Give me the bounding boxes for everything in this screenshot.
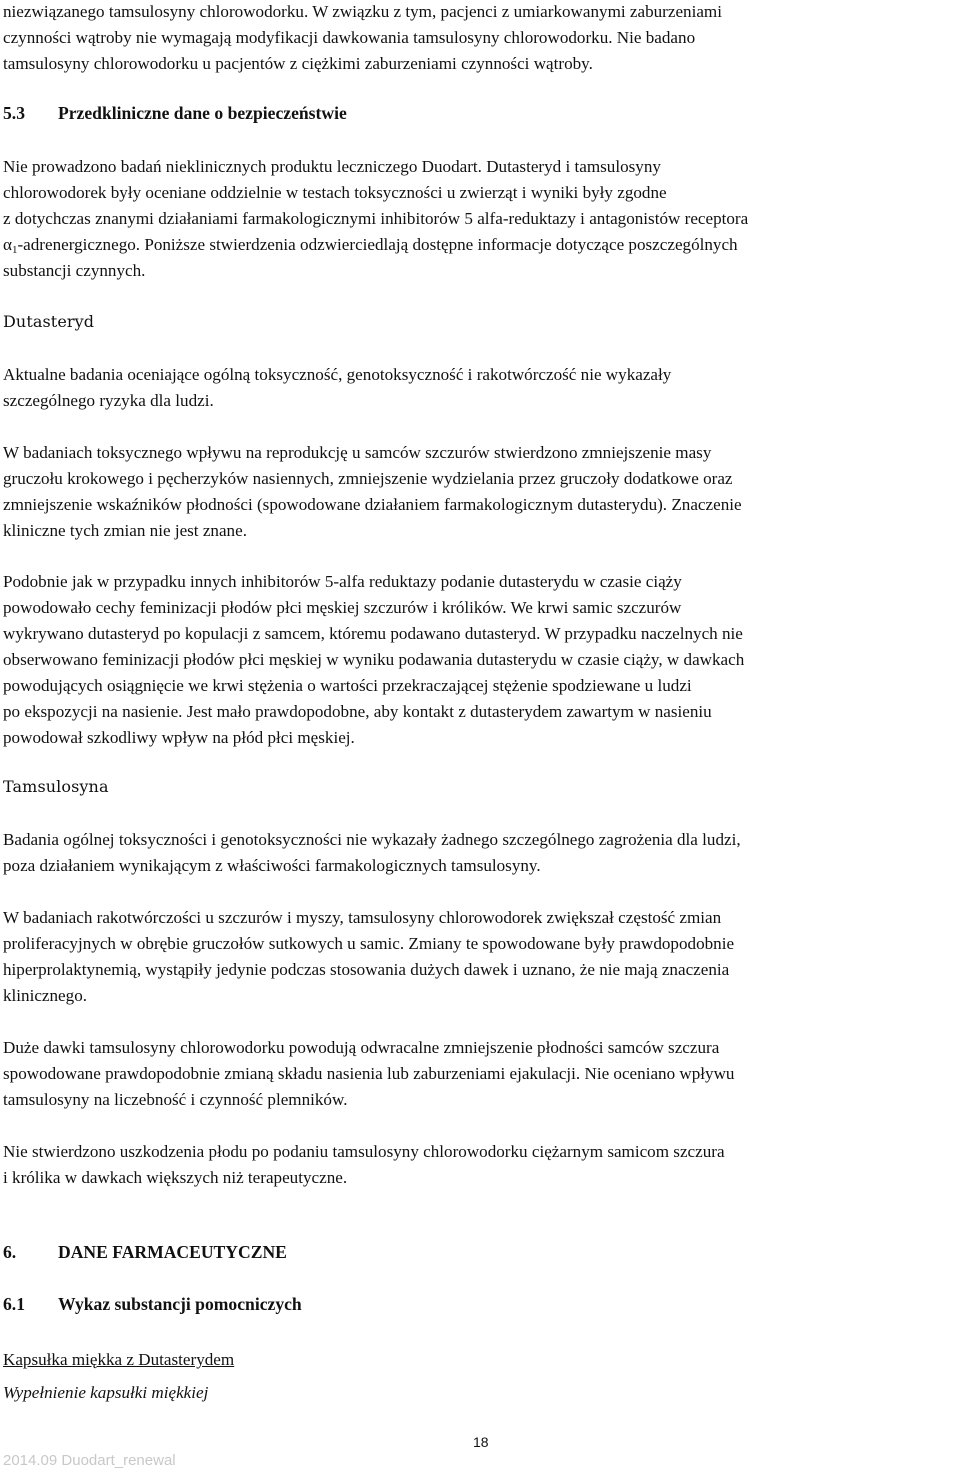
text-line: obserwowano feminizacji płodów płci męskiej w wyniku podawania dutasterydu w czasie ciąży, w dawkach xyxy=(3,650,745,669)
capsule-block xyxy=(3,1347,956,1406)
preclinical-paragraph xyxy=(3,154,956,284)
text-line: Aktualne badania oceniające ogólną toksyczność, genotoksyczność i rakotwórczość nie wykazały xyxy=(3,365,672,384)
section-title: DANE FARMACEUTYCZNE xyxy=(58,1242,287,1262)
section-heading-5-3 xyxy=(3,103,347,124)
text-line: Nie stwierdzono uszkodzenia płodu po podaniu tamsulosyny chlorowodorku ciężarnym samicom szczura xyxy=(3,1142,725,1161)
document-label: 2014.09 Duodart_renewal xyxy=(3,1452,176,1469)
section-title: Wykaz substancji pomocniczych xyxy=(58,1294,302,1314)
page-number: 18 xyxy=(473,1434,489,1450)
text-line: szczególnego ryzyka dla ludzi. xyxy=(3,391,214,410)
text-line: powodujących osiągnięcie we krwi stężenia o wartości przekraczającej stężenie spodziewane u ludzi xyxy=(3,676,692,695)
text-line: poza działaniem wynikającym z właściwości farmakologicznych tamsulosyny. xyxy=(3,856,541,875)
text-line: tamsulosyny chlorowodorku u pacjentów z ciężkimi zaburzeniami czynności wątroby. xyxy=(3,54,593,73)
text-line: Badania ogólnej toksyczności i genotoksyczności nie wykazały żadnego szczególnego zagrożenia dla ludzi, xyxy=(3,830,741,849)
tamsulosyna-paragraph-3 xyxy=(3,1035,956,1113)
tamsulosyna-paragraph-4 xyxy=(3,1139,956,1191)
capsule-subtitle: Wypełnienie kapsułki miękkiej xyxy=(3,1383,209,1402)
section-number: 5.3 xyxy=(3,103,25,123)
text-line: spowodowane prawdopodobnie zmianą składu nasienia lub zaburzeniami ejakulacji. Nie oceniano wpływu xyxy=(3,1064,735,1083)
alpha-line-rest: -adrenergicznego. Poniższe stwierdzenia odzwierciedlają dostępne informacje dotyczące poszczególnych xyxy=(17,235,738,254)
text-line: W badaniach rakotwórczości u szczurów i myszy, tamsulosyny chlorowodorek zwiększał częstość zmian xyxy=(3,908,722,927)
capsule-title: Kapsułka miękka z Dutasterydem xyxy=(3,1350,235,1369)
text-line: i królika w dawkach większych niż terapeutyczne. xyxy=(3,1168,348,1187)
section-number: 6. xyxy=(3,1242,17,1262)
text-line: wykrywano dutasteryd po kopulacji z samcem, któremu podawano dutasteryd. W przypadku naczelnych nie xyxy=(3,624,743,643)
text-line: hiperprolaktynemią, wystąpiły jedynie podczas stosowania dużych dawek i uznano, że nie mają znaczenia xyxy=(3,960,730,979)
subheading-tamsulosyna: Tamsulosyna xyxy=(3,777,109,796)
section-heading-6-1 xyxy=(3,1294,302,1315)
section-title: Przedkliniczne dane o bezpieczeństwie xyxy=(58,103,347,123)
dutasteryd-paragraph-3 xyxy=(3,569,956,751)
section-number: 6.1 xyxy=(3,1294,25,1314)
text-line: powodowało cechy feminizacji płodów płci męskiej szczurów i królików. We krwi samic szczurów xyxy=(3,598,682,617)
alpha-subscript: 1 xyxy=(11,244,18,256)
text-line: niezwiązanego tamsulosyny chlorowodorku. W związku z tym, pacjenci z umiarkowanymi zaburzeniami xyxy=(3,2,722,21)
text-line: substancji czynnych. xyxy=(3,261,146,280)
text-line: Podobnie jak w przypadku innych inhibitorów 5-alfa reduktazy podanie dutasterydu w czasie ciąży xyxy=(3,572,682,591)
text-line: Duże dawki tamsulosyny chlorowodorku powodują odwracalne zmniejszenie płodności samców szczura xyxy=(3,1038,720,1057)
text-line: tamsulosyny na liczebność i czynność plemników. xyxy=(3,1090,348,1109)
text-line xyxy=(3,232,956,258)
text-line: kliniczne tych zmian nie jest znane. xyxy=(3,521,247,540)
intro-paragraph xyxy=(3,0,956,77)
text-line: z dotychczas znanymi działaniami farmakologicznymi inhibitorów 5 alfa-reduktazy i antagonistów receptora xyxy=(3,209,749,228)
dutasteryd-paragraph-1 xyxy=(3,362,956,414)
text-line: zmniejszenie wskaźników płodności (spowodowane działaniem farmakologicznym dutasterydu). Znaczenie xyxy=(3,495,742,514)
section-heading-6 xyxy=(3,1242,287,1263)
text-line: chlorowodorek były oceniane oddzielnie w testach toksyczności u zwierząt i wyniki były zgodne xyxy=(3,183,667,202)
text-line: Nie prowadzono badań nieklinicznych produktu leczniczego Duodart. Dutasteryd i tamsulosyny xyxy=(3,157,661,176)
text-line: gruczołu krokowego i pęcherzyków nasiennych, zmniejszenie wydzielania przez gruczoły dodatkowe oraz xyxy=(3,469,733,488)
text-line: po ekspozycji na nasienie. Jest mało prawdopodobne, aby kontakt z dutasterydem zawartym w nasieniu xyxy=(3,702,712,721)
tamsulosyna-paragraph-1 xyxy=(3,827,956,879)
subheading-dutasteryd: Dutasteryd xyxy=(3,312,95,331)
text-line: W badaniach toksycznego wpływu na reprodukcję u samców szczurów stwierdzono zmniejszenie masy xyxy=(3,443,712,462)
text-line: czynności wątroby nie wymagają modyfikacji dawkowania tamsulosyny chlorowodorku. Nie badano xyxy=(3,28,696,47)
text-line: proliferacyjnych w obrębie gruczołów sutkowych u samic. Zmiany te spowodowane były prawdopodobnie xyxy=(3,934,735,953)
text-line: klinicznego. xyxy=(3,986,88,1005)
text-line: powodował szkodliwy wpływ na płód płci męskiej. xyxy=(3,728,355,747)
tamsulosyna-paragraph-2 xyxy=(3,905,956,1009)
dutasteryd-paragraph-2 xyxy=(3,440,956,544)
alpha-symbol: α xyxy=(3,235,12,254)
